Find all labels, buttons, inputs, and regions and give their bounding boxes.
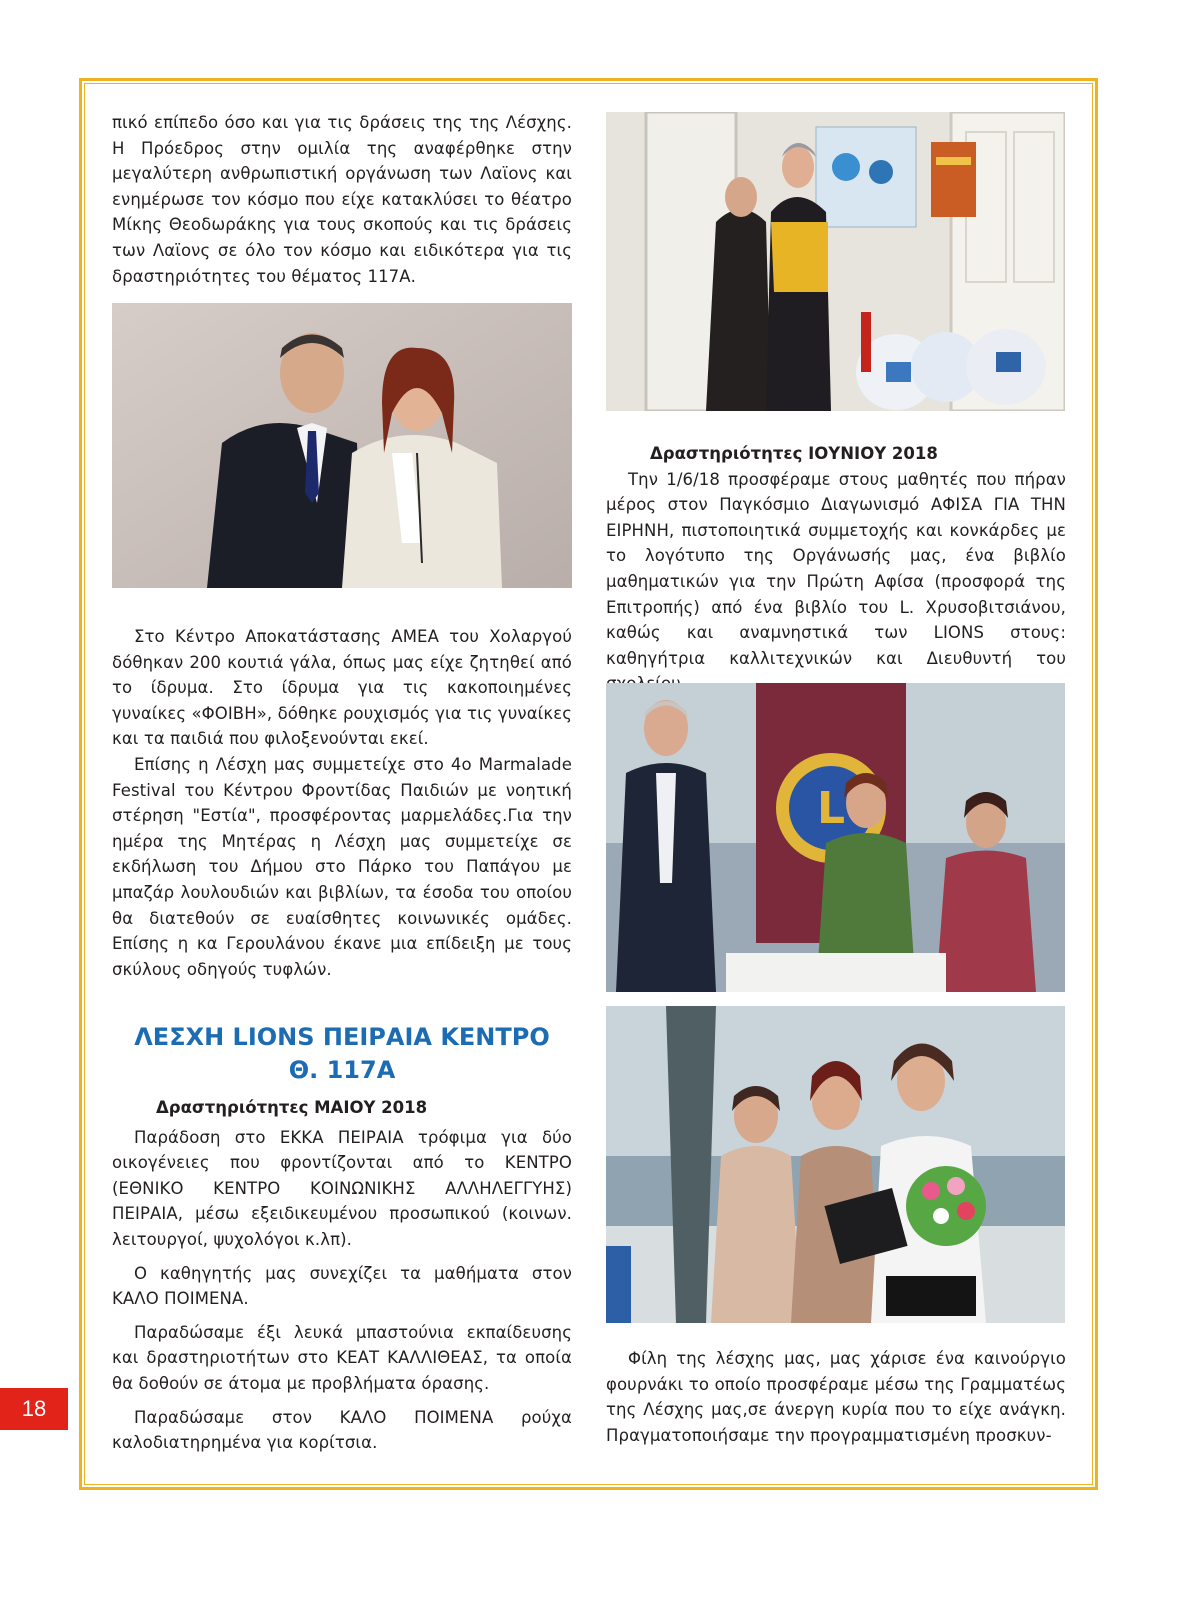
ameа-paragraph: Στο Κέντρο Αποκατάστασης ΑΜΕΑ του Χολαργού δόθηκαν 200 κουτιά γάλα, όπως μας είχε ζητηθεί από το ίδρυμα. Στο ίδρυμα για τις κακοποιημένες γυναίκες «ΦΟΙΒΗ», δόθηκε ρουχισμός για τις γυναίκες και τα παιδιά που φιλοξενούνται εκεί. [112, 627, 572, 749]
june-paragraph: Την 1/6/18 προσφέραμε στους μαθητές που πήραν μέρος στον Παγκόσμιο Διαγωνισμό ΑΦΙΣΑ ΓΙΑ ΤΗΝ ΕΙΡΗΝΗ, πιστοποιητικά συμμετοχής και κονκάρδες με το λογότυπο της Οργάνωσής μας, ένα βιβλίο μαθηματικών για την Πρώτη Αφίσα (προσφορά της Επιτροπής) από ένα βιβλίο του L. Χρυσοβιτσιάνου, καθώς και αναμνηστικά των LIONS στους: καθηγήτρια καλλιτεχνικών και Διευθυντή του [606, 469, 1066, 668]
june-activities-heading: Δραστηριότητες ΙΟΥΝΙΟΥ 2018 [650, 444, 938, 463]
flowers-gift-photo [606, 1006, 1065, 1323]
donation-bags-photo [606, 112, 1065, 411]
page-number: 18 [0, 1388, 68, 1430]
club-title-line2: Θ. 117Α [288, 1056, 396, 1084]
marmalade-paragraph: Επίσης η Λέσχη μας συμμετείχε στο 4ο Marmalade Festival του Κέντρου Φροντίδας Παιδιών με νοητική στέρηση "Εστία", προσφέροντας μαρμελάδες.Για την ημέρα της Μητέρας η Λέσχη μας συμμετείχε σε εκδήλωση του Δήμου στο Πάρκο του Παπάγου με μπαζάρ λουλουδιών και βιβλίων, τα έσοδα του οποίου θα διατεθούν σε ευαίσθητες κοινωνικές ομάδες. Επίσης η κα Γερουλάνου έκανε μια επίδειξη με τους σκύλους οδηγούς τυφλών. [112, 754, 572, 979]
may-paragraph-2: Ο καθηγητής μας συνεχίζει τα μαθήματα στον ΚΑΛΟ ΠΟΙΜΕΝΑ. [112, 1263, 572, 1309]
club-section [112, 1021, 572, 1456]
closing-text-block [606, 1346, 1066, 1448]
closing-paragraph: Φίλη της λέσχης μας, μας χάρισε ένα καινούργιο φουρνάκι το οποίο προσφέραμε μέσω της Γραμματέως της Λέσχης μας,σε άνεργη κυρία που το είχε ανάγκη. Πραγματοποιήσαμε την προγραμματισμένη προσκυν- [606, 1349, 1066, 1445]
lions-banner-meeting-photo [606, 683, 1065, 992]
club-title-line1: ΛΕΣΧΗ LIONS ΠΕΙΡΑΙΑ ΚΕΝΤΡΟ [134, 1023, 550, 1051]
may-paragraph-1: Παράδοση στο ΕΚΚΑ ΠΕΙΡΑΙΑ τρόφιμα για δύο οικογένειες που φροντίζονται από το ΚΕΝΤΡΟ (ΕΘΝΙΚΟ ΚΕΝΤΡΟ ΚΟΙΝΩΝΙΚΗΣ ΑΛΛΗΛΕΓΓΥΗΣ) ΠΕΙΡΑΙΑ, μέσω εξειδικευμένου προσωπικού (κοινων. λειτουργοί, ψυχολόγοι κ.λπ). [112, 1127, 572, 1249]
may-activities-heading: Δραστηριότητες ΜΑΙΟΥ 2018 [156, 1098, 428, 1117]
intro-paragraph: πικό επίπεδο όσο και για τις δράσεις της της Λέσχης. Η Πρόεδρος στην ομιλία της αναφέρθηκε στην μεγαλύτερη ανθρωπιστική οργάνωση των Λαϊονς και ενημέρωσε τον κόσμο που είχε κατακλύσει το θέατρο Μίκης Θεοδωράκης για τους σκοπούς και τις δράσεις των Λαϊονς σε όλο τον κόσμο και ειδικότερα για τις δραστηριότητες του θέματος 117Α. [112, 113, 572, 286]
intro-text-block [112, 110, 572, 289]
june-section [606, 441, 1066, 697]
award-ceremony-photo [112, 303, 572, 588]
may-paragraph-4: Παραδώσαμε στον ΚΑΛΟ ΠΟΙΜΕΝΑ ρούχα καλοδιατηρημένα για κορίτσια. [112, 1407, 572, 1453]
svg-text:L: L [816, 783, 846, 834]
may-paragraph-3: Παραδώσαμε έξι λευκά μπαστούνια εκπαίδευσης και δραστηριοτήτων στο ΚΕΑΤ ΚΑΛΛΙΘΕΑΣ, τα οποία θα δοθούν σε άτομα με προβλήματα όρασης. [112, 1322, 572, 1393]
left-body-text [112, 624, 572, 982]
